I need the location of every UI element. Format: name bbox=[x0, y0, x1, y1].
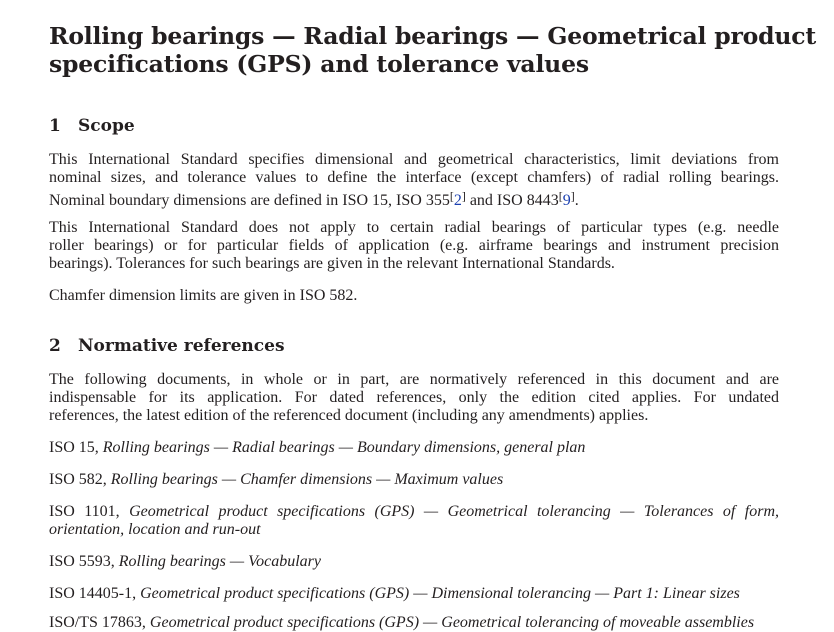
text-run: . bbox=[574, 192, 579, 209]
title-line-1: Rolling bearings — Radial bearings — Geometrical product bbox=[49, 22, 817, 50]
citation-link-9[interactable]: 9 bbox=[562, 192, 571, 209]
section-number: 1 bbox=[49, 116, 61, 136]
bracket: ] bbox=[570, 189, 575, 203]
section-title: Normative references bbox=[78, 336, 285, 356]
reference-title: Geometrical product specifications (GPS) — Geometrical tolerancing — Tolerances of form, bbox=[129, 503, 780, 520]
reference-title: Geometrical product specifications (GPS) — Dimensional tolerancing — Part 1: Linear sizes bbox=[140, 585, 740, 602]
reference-title: Geometrical product specifications (GPS) — Geometrical tolerancing of moveable assemblies bbox=[149, 614, 755, 631]
document-title bbox=[49, 22, 817, 78]
reference-id: ISO 14405-1, bbox=[49, 585, 137, 602]
text-line bbox=[49, 521, 779, 539]
reference-title: Rolling bearings — Radial bearings — Boundary dimensions, general plan bbox=[102, 439, 586, 456]
text-line: bearings). Tolerances for such bearings are given in the relevant International Standards. bbox=[49, 255, 615, 272]
text-run: and ISO 8443 bbox=[465, 192, 559, 209]
section-title: Scope bbox=[78, 116, 135, 136]
text-line: This International Standard does not apply to certain radial bearings of particular types (e.g. needle bbox=[49, 219, 779, 236]
text-line: This International Standard specifies dimensional and geometrical characteristics, limit deviations from bbox=[49, 151, 779, 168]
text-run: Nominal boundary dimensions are defined in ISO 15, ISO 355 bbox=[49, 192, 450, 209]
citation-link-2[interactable]: 2 bbox=[453, 192, 462, 209]
text-line: nominal sizes, and tolerance values to define the interface (except chamfers) of radial rolling bearings. bbox=[49, 169, 779, 186]
section-2-heading bbox=[49, 336, 285, 356]
text-line bbox=[49, 187, 779, 210]
reference-id: ISO 15, bbox=[49, 439, 99, 456]
normative-intro-paragraph bbox=[49, 371, 779, 425]
reference-iso-ts-17863 bbox=[49, 614, 779, 632]
reference-title: orientation, location and run-out bbox=[49, 521, 261, 538]
reference-iso-14405-1 bbox=[49, 585, 779, 603]
reference-iso-582 bbox=[49, 471, 779, 489]
section-1-heading bbox=[49, 116, 135, 136]
text-line: The following documents, in whole or in part, are normatively referenced in this document and are bbox=[49, 371, 779, 388]
text-line: indispensable for its application. For dated references, only the edition cited applies. For undated bbox=[49, 389, 779, 406]
reference-iso-15 bbox=[49, 439, 779, 457]
text-line: roller bearings) or for particular fields of application (e.g. airframe bearings and instrument precision bbox=[49, 237, 779, 254]
bracket: [ bbox=[558, 189, 563, 203]
text-line bbox=[49, 503, 779, 521]
title-line-2: specifications (GPS) and tolerance values bbox=[49, 50, 589, 78]
scope-paragraph-3 bbox=[49, 287, 779, 305]
scope-paragraph-2 bbox=[49, 219, 779, 273]
reference-iso-1101 bbox=[49, 503, 779, 539]
reference-iso-5593 bbox=[49, 553, 779, 571]
bracket: [ bbox=[449, 189, 454, 203]
bracket: ] bbox=[461, 189, 466, 203]
reference-id: ISO 582, bbox=[49, 471, 107, 488]
reference-id: ISO/TS 17863, bbox=[49, 614, 146, 631]
section-number: 2 bbox=[49, 336, 61, 356]
reference-id: ISO 5593, bbox=[49, 553, 115, 570]
scope-paragraph-1 bbox=[49, 151, 779, 210]
reference-title: Rolling bearings — Chamfer dimensions — Maximum values bbox=[110, 471, 504, 488]
reference-title: Rolling bearings — Vocabulary bbox=[118, 553, 321, 570]
text-line: references, the latest edition of the referenced document (including any amendments) applies. bbox=[49, 407, 649, 424]
reference-id: ISO 1101, bbox=[49, 503, 120, 520]
text-line: Chamfer dimension limits are given in ISO 582. bbox=[49, 287, 358, 304]
